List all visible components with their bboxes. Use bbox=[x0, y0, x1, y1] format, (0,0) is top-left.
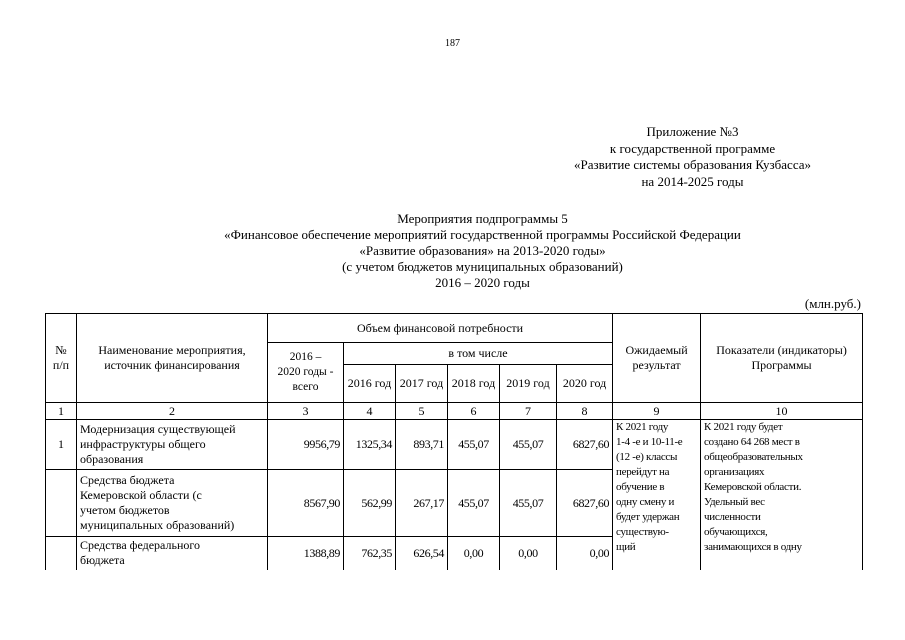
units-label: (млн.руб.) bbox=[804, 296, 861, 311]
program-indicators bbox=[701, 420, 863, 570]
financing-table bbox=[45, 313, 863, 570]
row-2020: 6827,60 bbox=[557, 420, 613, 470]
row-name-line: муниципальных образований) bbox=[80, 518, 235, 532]
row-2017: 267,17 bbox=[396, 470, 448, 537]
row-name-line: бюджета bbox=[80, 553, 125, 568]
result-line: одну смену и bbox=[616, 496, 675, 508]
header-total-line: 2016 – bbox=[289, 351, 322, 363]
col-number: 4 bbox=[344, 403, 396, 420]
col-number: 5 bbox=[396, 403, 448, 420]
col-number: 8 bbox=[557, 403, 613, 420]
header-total-line: 2020 годы - bbox=[277, 366, 334, 378]
row-2016: 562,99 bbox=[344, 470, 396, 537]
header-result: Ожидаемый результат bbox=[613, 314, 701, 403]
indicator-line: Удельный вес bbox=[704, 496, 765, 508]
row-name-line: Кемеровской области (с bbox=[80, 488, 202, 502]
row-total: 1388,89 bbox=[268, 537, 344, 570]
column-number-row bbox=[46, 403, 863, 420]
header-year: 2019 год bbox=[500, 365, 557, 403]
indicator-line: создано 64 268 мест в bbox=[704, 436, 800, 448]
appendix-line: к государственной программе bbox=[609, 140, 776, 156]
result-line: щий bbox=[616, 541, 636, 553]
header-num: № п/п bbox=[46, 314, 77, 403]
row-name-line: инфраструктуры общего bbox=[80, 437, 206, 451]
appendix-line: «Развитие системы образования Кузбасса» bbox=[573, 157, 812, 172]
row-2019: 0,00 bbox=[500, 537, 557, 570]
row-2018: 0,00 bbox=[448, 537, 500, 570]
col-number: 10 bbox=[701, 403, 863, 420]
result-line: перейдут на bbox=[616, 466, 670, 478]
col-number: 3 bbox=[268, 403, 344, 420]
row-2016: 762,35 bbox=[344, 537, 396, 570]
header-year: 2018 год bbox=[448, 365, 500, 403]
header-year: 2016 год bbox=[344, 365, 396, 403]
col-number: 7 bbox=[500, 403, 557, 420]
header-including: в том числе bbox=[344, 343, 613, 365]
header-total-line: всего bbox=[292, 381, 319, 393]
indicator-line: организациях bbox=[704, 466, 765, 478]
heading-line: «Финансовое обеспечение мероприятий государственной программы Российской Федерации bbox=[224, 227, 741, 242]
appendix-line: на 2014-2025 годы bbox=[641, 173, 744, 189]
row-2019: 455,07 bbox=[500, 470, 557, 537]
row-name bbox=[77, 420, 268, 470]
appendix-block bbox=[540, 124, 845, 190]
col-number: 9 bbox=[613, 403, 701, 420]
table-row bbox=[46, 420, 863, 470]
row-name-line: Модернизация существующей bbox=[80, 422, 236, 436]
row-total: 9956,79 bbox=[268, 420, 344, 470]
row-2017: 893,71 bbox=[396, 420, 448, 470]
result-line: будет удержан bbox=[616, 511, 680, 523]
row-2017: 626,54 bbox=[396, 537, 448, 570]
indicator-line: обучающихся, bbox=[704, 526, 768, 538]
row-name-line: образования bbox=[80, 452, 144, 466]
row-2018: 455,07 bbox=[448, 420, 500, 470]
indicator-line: занимающихся в одну bbox=[704, 541, 802, 553]
header-year: 2017 год bbox=[396, 365, 448, 403]
header-indicators: Показатели (индикаторы) Программы bbox=[701, 314, 863, 403]
header-name: Наименование мероприятия, источник финансирования bbox=[77, 314, 268, 403]
header-volume: Объем финансовой потребности bbox=[268, 314, 613, 343]
row-2016: 1325,34 bbox=[344, 420, 396, 470]
row-name bbox=[77, 470, 268, 537]
heading-line: (с учетом бюджетов муниципальных образований) bbox=[342, 259, 623, 274]
row-2020: 6827,60 bbox=[557, 470, 613, 537]
col-number: 6 bbox=[448, 403, 500, 420]
row-name-line: Средства бюджета bbox=[80, 473, 175, 487]
result-line: существую- bbox=[616, 526, 669, 538]
result-line: К 2021 году bbox=[616, 421, 669, 433]
row-2019: 455,07 bbox=[500, 420, 557, 470]
row-2018: 455,07 bbox=[448, 470, 500, 537]
row-num bbox=[46, 470, 77, 537]
row-2020: 0,00 bbox=[557, 537, 613, 570]
header-total bbox=[268, 343, 344, 403]
heading-line: 2016 – 2020 годы bbox=[435, 275, 530, 290]
indicator-line: К 2021 году будет bbox=[704, 421, 783, 433]
expected-result bbox=[613, 420, 701, 570]
document-heading bbox=[100, 211, 865, 291]
col-number: 2 bbox=[77, 403, 268, 420]
result-line: обучение в bbox=[616, 481, 665, 493]
page-number: 187 bbox=[445, 38, 460, 49]
result-line: (12 -е) классы bbox=[616, 451, 678, 463]
indicator-line: численности bbox=[704, 511, 761, 523]
appendix-line: Приложение №3 bbox=[646, 124, 739, 139]
row-num bbox=[46, 537, 77, 570]
row-name bbox=[77, 537, 268, 570]
col-number: 1 bbox=[46, 403, 77, 420]
result-line: 1-4 -е и 10-11-е bbox=[616, 436, 683, 448]
row-num: 1 bbox=[46, 420, 77, 470]
heading-line: Мероприятия подпрограммы 5 bbox=[397, 211, 568, 226]
indicator-line: Кемеровской области. bbox=[704, 481, 802, 493]
header-year: 2020 год bbox=[557, 365, 613, 403]
heading-line: «Развитие образования» на 2013-2020 годы» bbox=[359, 243, 606, 258]
indicator-line: общеобразовательных bbox=[704, 451, 803, 463]
row-name-line: Средства федерального bbox=[80, 538, 200, 553]
row-total: 8567,90 bbox=[268, 470, 344, 537]
row-name-line: учетом бюджетов bbox=[80, 503, 170, 517]
